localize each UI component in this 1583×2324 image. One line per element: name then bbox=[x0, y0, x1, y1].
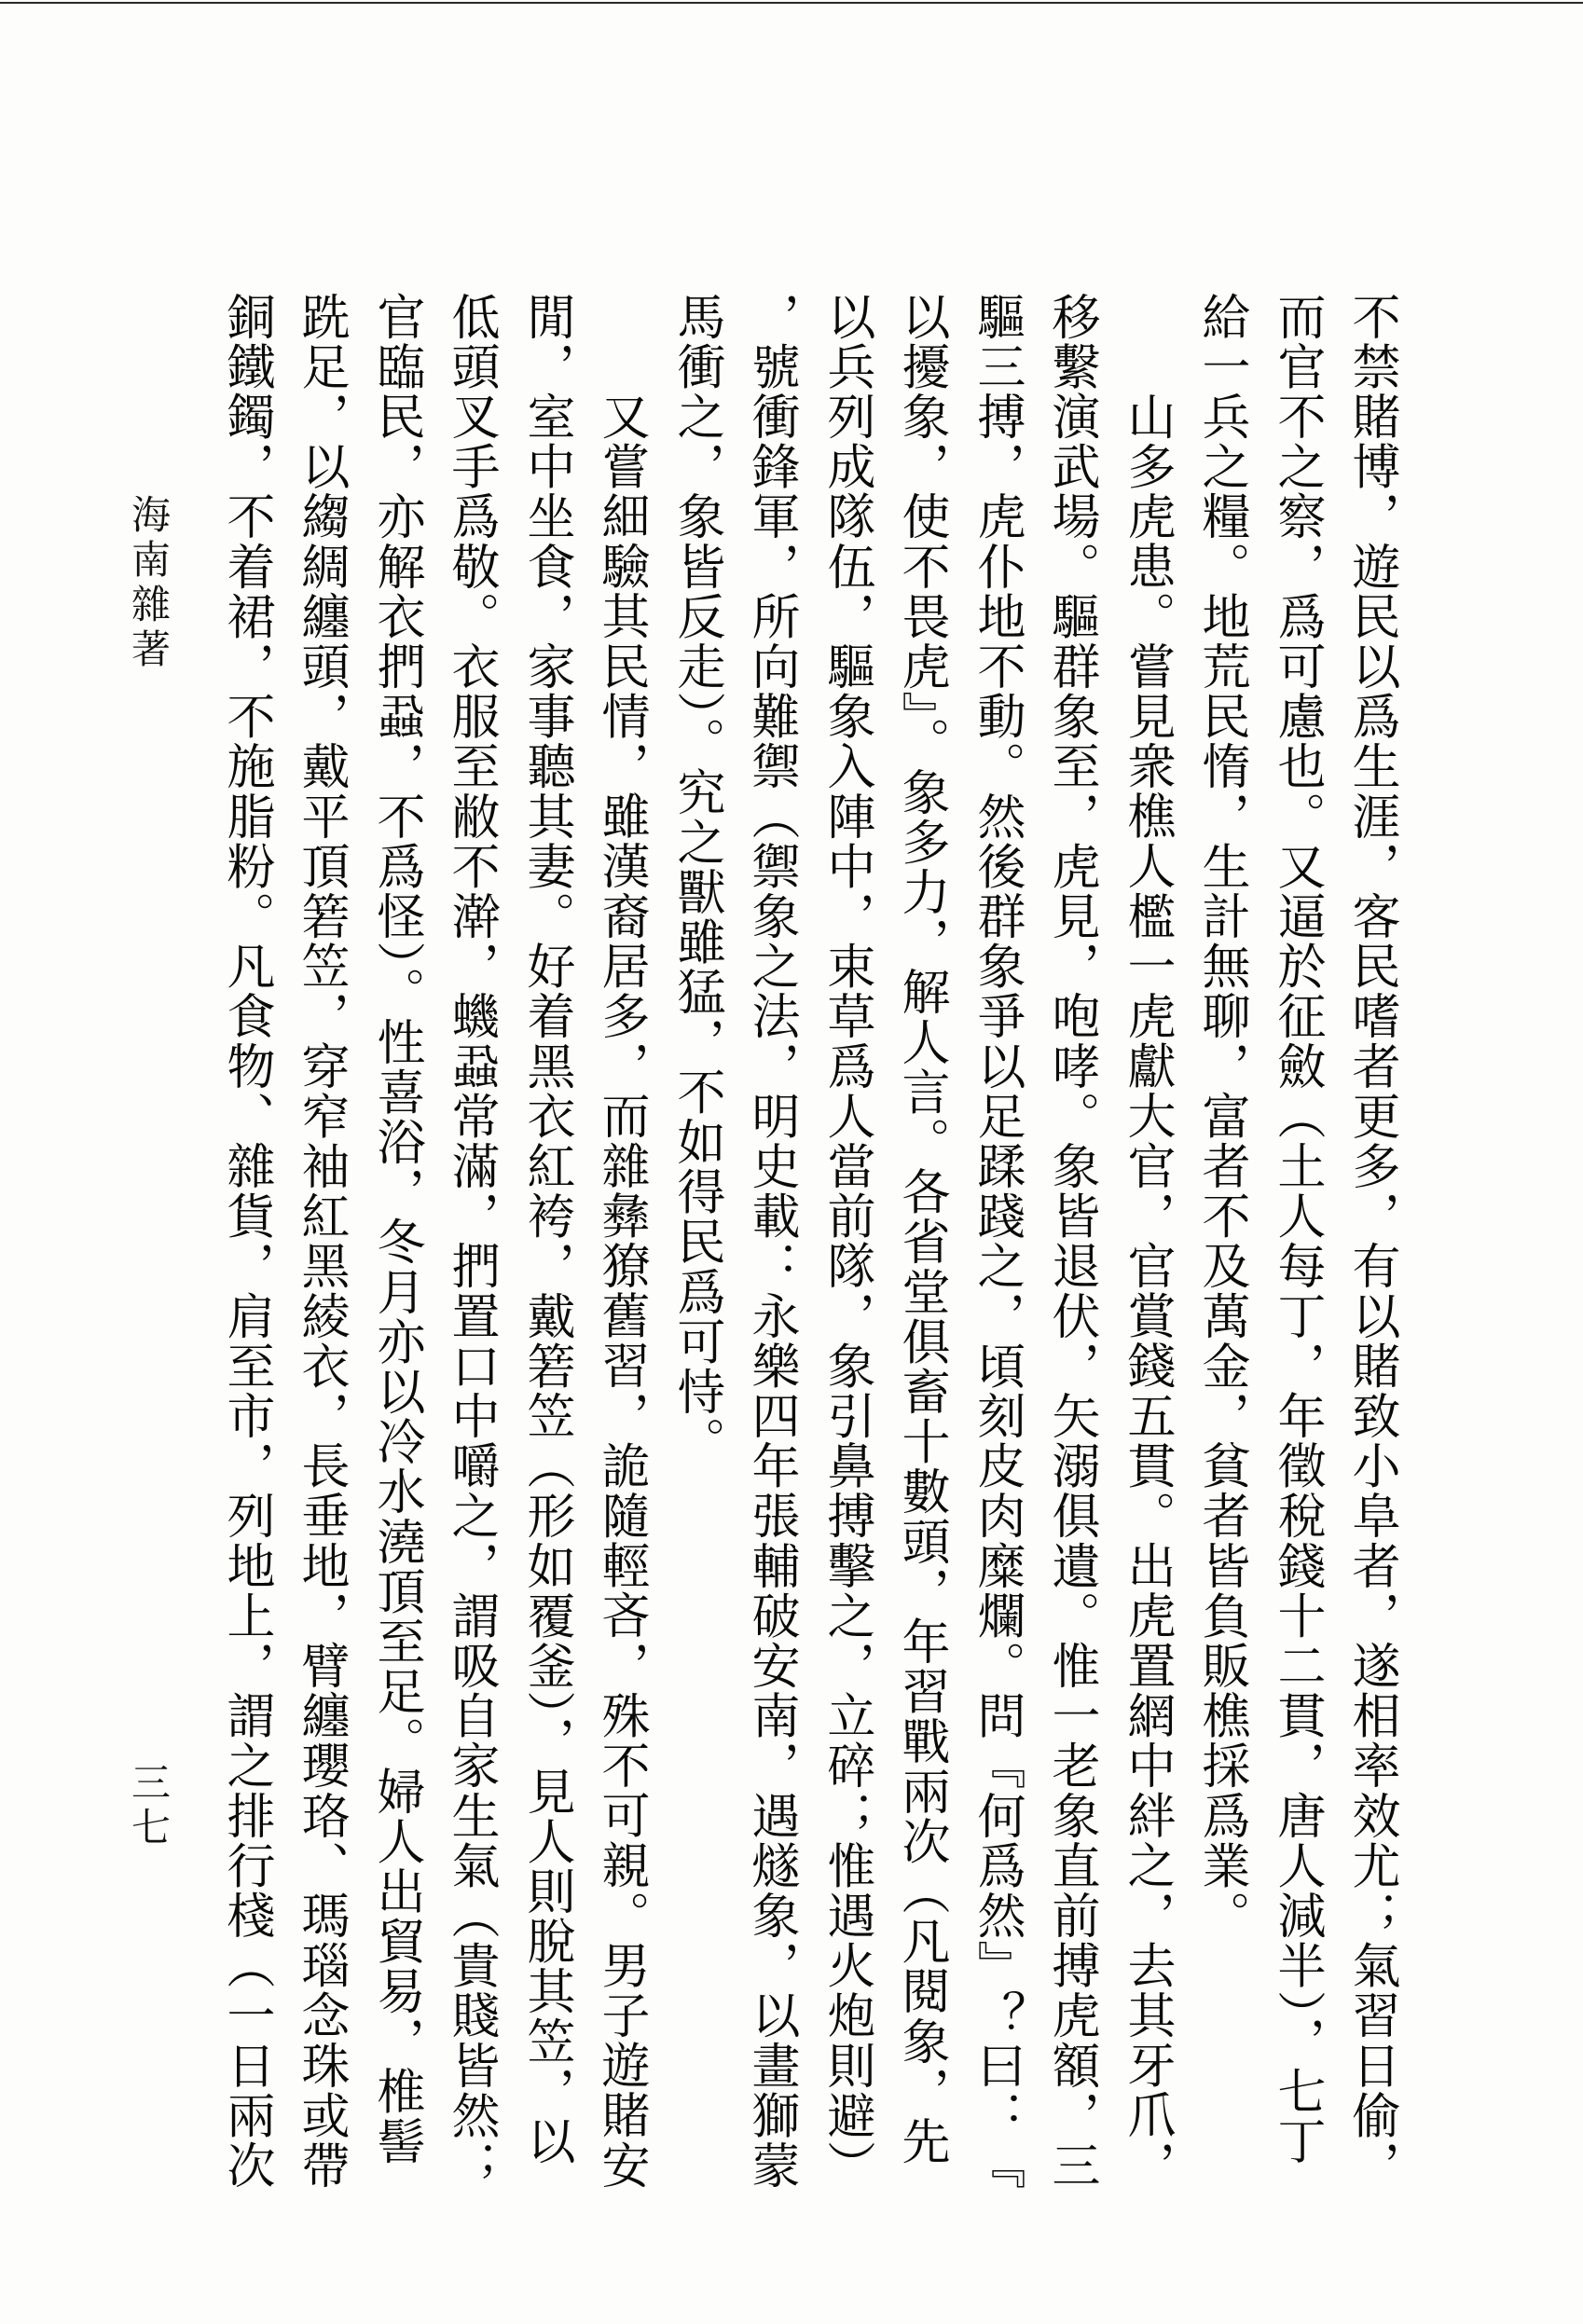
text-column-11: 又嘗細驗其民情，雖漢裔居多，而雜彝獠舊習，詭隨輕吝，殊不可親。男子遊賭安 bbox=[593, 392, 649, 2191]
text-column-7: 以擾象，使不畏虎』。象多力，解人言。各省堂俱畜十數頭，年習戰兩次（凡閱象，先 bbox=[893, 292, 949, 2166]
running-title: 海南雜著 bbox=[126, 494, 172, 673]
page-number: 三七 bbox=[126, 1762, 172, 1851]
text-column-8: 以兵列成隊伍，驅象入陣中，束草爲人當前隊，象引鼻搏擊之，立碎；惟遇火炮則避） bbox=[819, 292, 874, 2191]
text-column-9: ，號衝鋒軍，所向難禦（禦象之法，明史載：永樂四年張輔破安南，遇燧象，以畫獅蒙 bbox=[743, 292, 799, 2191]
text-column-1: 不禁賭博，遊民以爲生涯，客民嗜者更多，有以賭致小阜者，遂相率效尤；氣習日偷， bbox=[1343, 292, 1399, 2191]
text-column-3: 給一兵之糧。地荒民惰，生計無聊，富者不及萬金，貧者皆負販樵採爲業。 bbox=[1193, 292, 1249, 1941]
text-column-5: 移繫演武場。驅群象至，虎見，咆哮。象皆退伏，矢溺俱遺。惟一老象直前搏虎額，三 bbox=[1043, 292, 1099, 2191]
text-column-15: 跣足，以縐綢纏頭，戴平頂箬笠，穿窄袖紅黑綾衣，長垂地，臂纏瓔珞、瑪瑙念珠或帶 bbox=[293, 292, 349, 2191]
text-column-2: 而官不之察，爲可慮也。又逼於征斂（土人每丁，年徵稅錢十二貫，唐人減半），七丁 bbox=[1269, 292, 1325, 2166]
text-column-13: 低頭叉手爲敬。衣服至敝不澣，蟣蝨常滿，捫置口中嚼之，謂吸自家生氣（貴賤皆然； bbox=[443, 292, 499, 2191]
text-column-4: 山多虎患。嘗見衆樵人檻一虎獻大官，官賞錢五貫。出虎置網中絆之，去其牙爪， bbox=[1119, 392, 1175, 2191]
text-column-12: 閒，室中坐食，家事聽其妻。好着黑衣紅袴，戴箬笠（形如覆釜），見人則脫其笠，以 bbox=[518, 292, 574, 2166]
text-column-16: 銅鐵鐲，不着裙，不施脂粉。凡食物、雜貨，肩至市，列地上，謂之排行棧（一日兩次 bbox=[218, 292, 274, 2191]
text-column-6: 驅三搏，虎仆地不動。然後群象爭以足蹂踐之，頃刻皮肉糜爛。問『何爲然』？曰：『 bbox=[969, 292, 1025, 2191]
text-column-10: 馬衝之，象皆反走）。究之獸雖猛，不如得民爲可恃。 bbox=[668, 292, 724, 1467]
text-column-14: 官臨民，亦解衣捫蝨，不爲怪）。性喜浴，冬月亦以冷水澆頂至足。婦人出貿易，椎髻 bbox=[368, 292, 424, 2166]
